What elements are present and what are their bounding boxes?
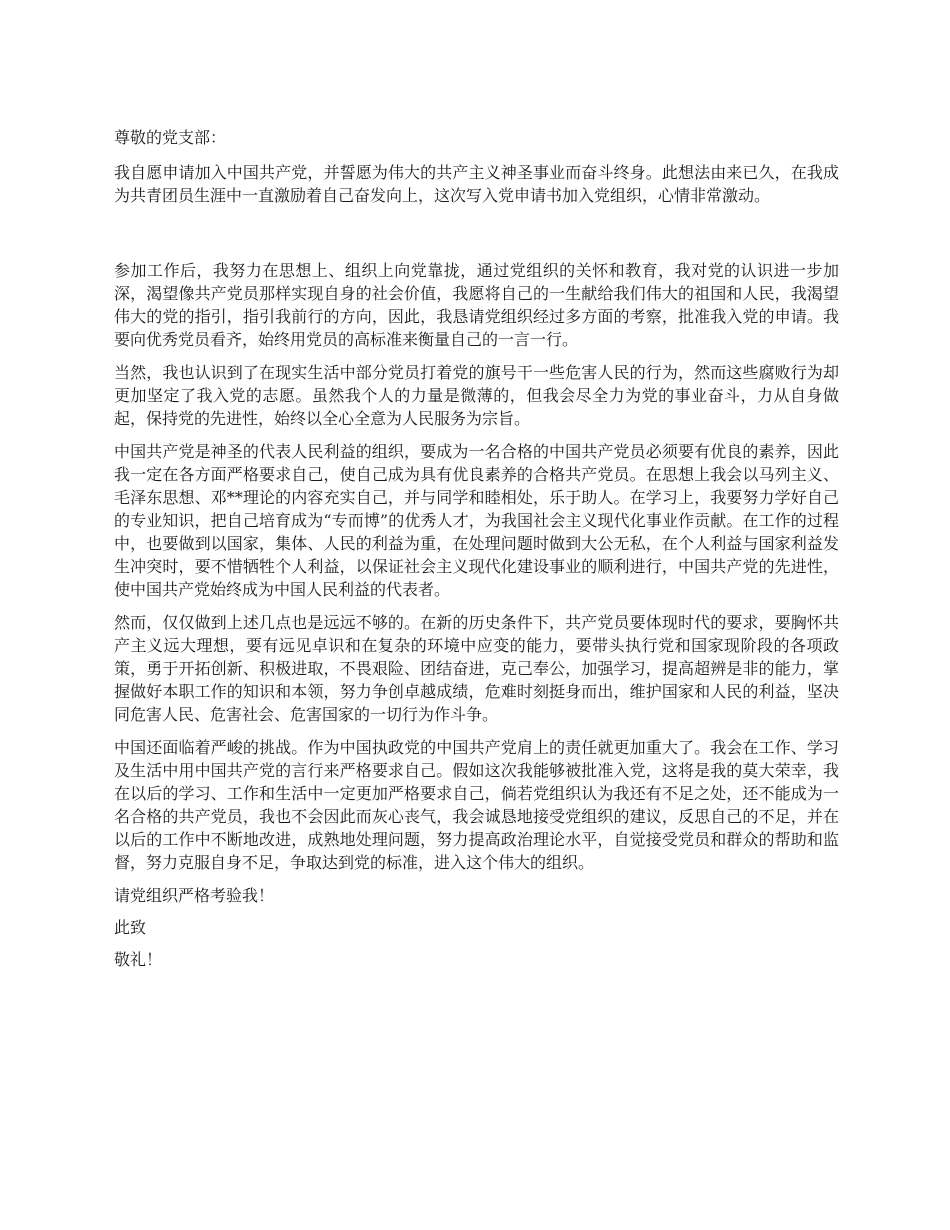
letter-paragraph: 然而，仅仅做到上述几点也是远远不够的。在新的历史条件下，共产党员要体现时代的要求，要胸怀共产主义远大理想，要有远见卓识和在复杂的环境中应变的能力，要带头执行党和国家现阶段的各项政策，勇于开拓创新、积极进取，不畏艰险、团结奋进，克己奉公，加强学习，提高超辨是非的能力，掌握做好本职工作的知识和本领，努力争创卓越成绩，危难时刻挺身而出，维护国家和人民的利益，坚决同危害人民、危害社会、危害国家的一切行为作斗争。 [114, 613, 839, 724]
letter-paragraph: 参加工作后，我努力在思想上、组织上向党靠拢，通过党组织的关怀和教育，我对党的认识进一步加深，渴望像共产党员那样实现自身的社会价值，我愿将自己的一生献给我们伟大的祖国和人民，我渴望伟大的党的指引，指引我前行的方向，因此，我恳请党组织经过多方面的考察，批准我入党的申请。我要向优秀党员看齐，始终用党员的高标准来衡量自己的一言一行。 [114, 261, 839, 349]
letter-paragraph: 中国还面临着严峻的挑战。作为中国执政党的中国共产党肩上的责任就更加重大了。我会在工作、学习及生活中用中国共产党的言行来严格要求自己。假如这次我能够被批准入党，这将是我的莫大荣幸，我在以后的学习、工作和生活中一定更加严格要求自己，倘若党组织认为我还有不足之处，还不能成为一名合格的共产党员，我也不会因此而灰心丧气，我会诚恳地接受党组织的建议，反思自己的不足，并在以后的工作中不断地改进，成熟地处理问题，努力提高政治理论水平，自觉接受党员和群众的帮助和监督，努力克服自身不足，争取达到党的标准，进入这个伟大的组织。 [114, 738, 839, 872]
application-letter [114, 126, 839, 980]
letter-closing-salute: 敬礼！ [114, 950, 163, 969]
letter-paragraph: 中国共产党是神圣的代表人民利益的组织，要成为一名合格的中国共产党员必须要有优良的素养，因此我一定在各方面严格要求自己，使自己成为具有优良素养的合格共产党员。在思想上我会以马列主义、毛泽东思想、邓**理论的内容充实自己，并与同学和睦相处，乐于助人。在学习上，我要努力学好自己的专业知识，把自己培育成为“专而博”的优秀人才，为我国社会主义现代化事业作贡献。在工作的过程中，也要做到以国家，集体、人民的利益为重，在处理问题时做到大公无私，在个人利益与国家利益发生冲突时，要不惜牺牲个人利益，以保证社会主义现代化建设事业的顺利进行，中国共产党的先进性，使中国共产党始终成为中国人民利益的代表者。 [114, 442, 839, 599]
letter-paragraph: 当然，我也认识到了在现实生活中部分党员打着党的旗号干一些危害人民的行为，然而这些腐败行为却更加坚定了我入党的志愿。虽然我个人的力量是微薄的，但我会尽全力为党的事业奋斗，力从自身做起，保持党的先进性，始终以全心全意为人民服务为宗旨。 [114, 363, 839, 428]
letter-request: 请党组织严格考验我！ [114, 886, 275, 905]
letter-paragraph: 我自愿申请加入中国共产党，并誓愿为伟大的共产主义神圣事业而奋斗终身。此想法由来已久，在我成为共青团员生涯中一直激励着自己奋发向上，这次写入党申请书加入党组织，心情非常激动。 [114, 163, 839, 205]
letter-closing-respect: 此致 [114, 918, 147, 937]
letter-salutation: 尊敬的党支部： [114, 128, 227, 147]
